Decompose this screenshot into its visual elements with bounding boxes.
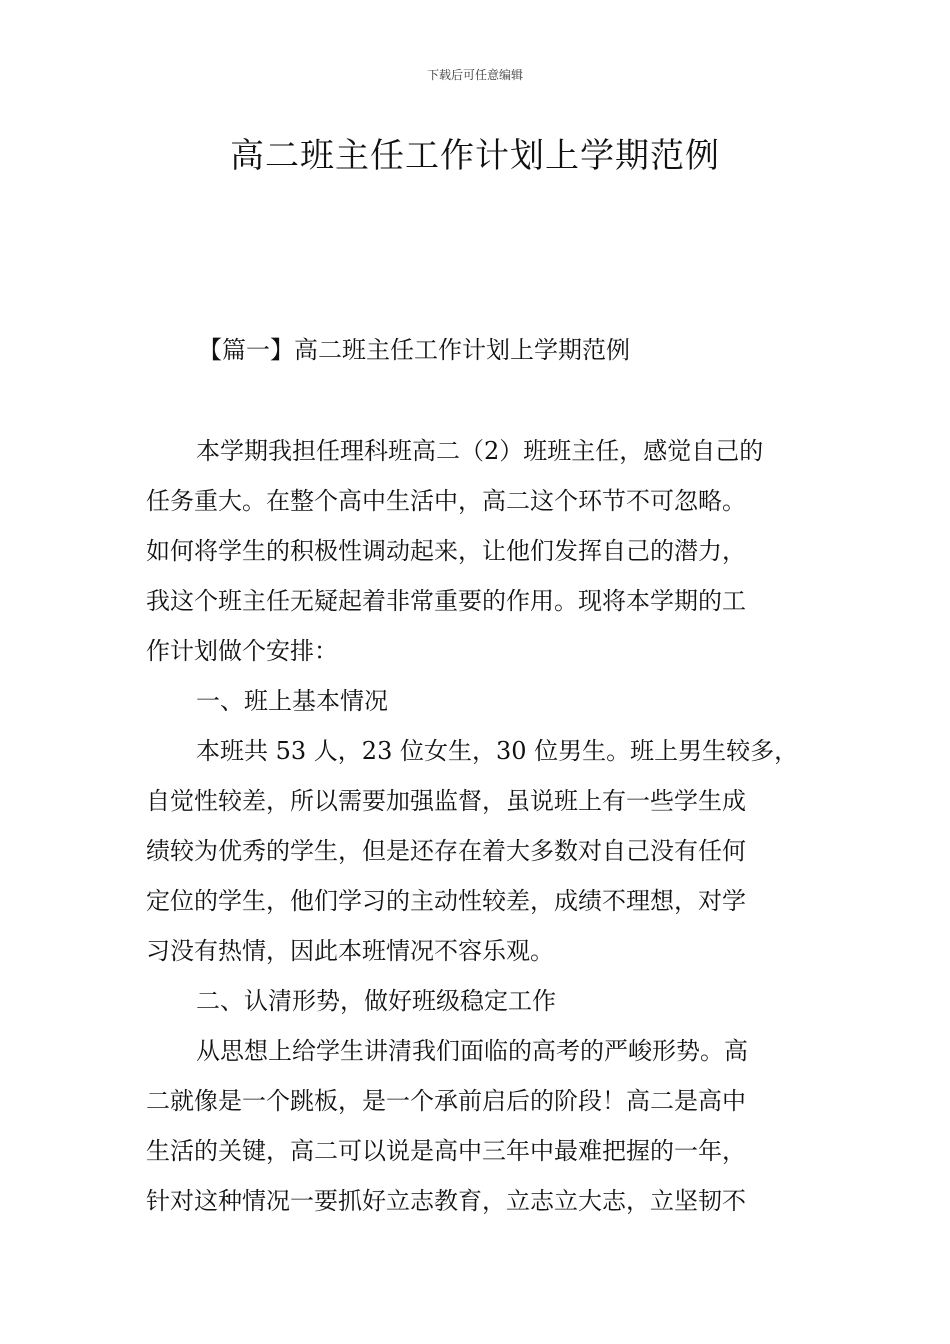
- paragraph-line: 生活的关键，高二可以说是高中三年中最难把握的一年，: [146, 1137, 746, 1165]
- paragraph-line: 针对这种情况一要抓好立志教育，立志立大志，立坚韧不: [146, 1187, 746, 1215]
- paragraph-line: 绩较为优秀的学生，但是还存在着大多数对自己没有任何: [146, 837, 746, 865]
- document-title: 高二班主任工作计划上学期范例: [230, 136, 720, 176]
- subsection-heading: 一、班上基本情况: [196, 687, 388, 715]
- paragraph-line: 自觉性较差，所以需要加强监督，虽说班上有一些学生成: [146, 787, 746, 815]
- subsection-heading: 二、认清形势，做好班级稳定工作: [196, 987, 556, 1015]
- paragraph-line: 习没有热情，因此本班情况不容乐观。: [146, 937, 554, 965]
- header-note: 下载后可任意编辑: [426, 68, 523, 82]
- section-heading: 【篇一】高二班主任工作计划上学期范例: [198, 336, 630, 364]
- paragraph-line: 作计划做个安排：: [146, 637, 338, 665]
- paragraph-line: 从思想上给学生讲清我们面临的高考的严峻形势。高: [196, 1037, 748, 1065]
- paragraph-line: 二就像是一个跳板，是一个承前启后的阶段！高二是高中: [146, 1087, 746, 1115]
- paragraph-line: 定位的学生，他们学习的主动性较差，成绩不理想，对学: [146, 887, 746, 915]
- paragraph-line: 我这个班主任无疑起着非常重要的作用。现将本学期的工: [146, 587, 746, 615]
- paragraph-line: 本学期我担任理科班高二（2）班班主任，感觉自己的: [196, 437, 764, 465]
- paragraph-line: 如何将学生的积极性调动起来，让他们发挥自己的潜力，: [146, 537, 746, 565]
- body-text: [146, 426, 806, 1226]
- paragraph-line: 本班共 53 人，23 位女生，30 位男生。班上男生较多，: [196, 737, 799, 765]
- paragraph-line: 任务重大。在整个高中生活中，高二这个环节不可忽略。: [146, 487, 746, 515]
